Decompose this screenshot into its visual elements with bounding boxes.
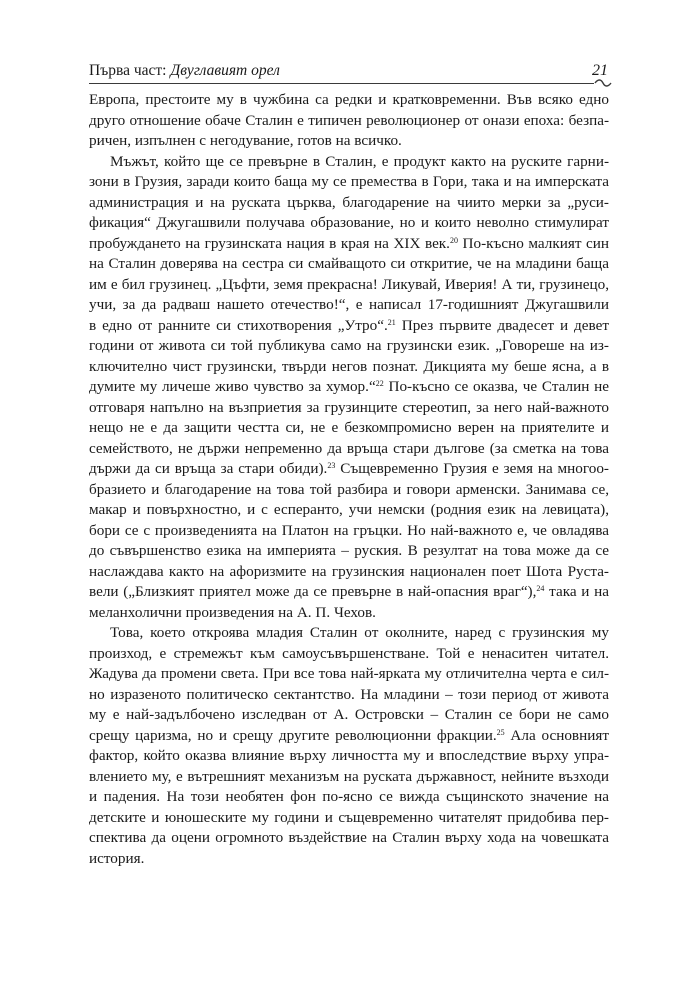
header-rule [89, 83, 594, 84]
text-line: години от живота си той публикува само на грузински език. „Говореше на из- [89, 337, 609, 354]
text-line: администрация и на руската църква, благодарение на чиито мерки за „руси- [89, 193, 609, 211]
footnote-ref: 22 [375, 379, 384, 388]
running-header [89, 62, 608, 80]
ornament-icon [594, 78, 612, 88]
text-line: до съвършенство езика на империята – руския. В резултат на това може да се [89, 542, 609, 559]
footnote-ref: 23 [327, 461, 336, 470]
paragraph [89, 623, 609, 869]
footnote-ref: 21 [387, 317, 396, 327]
footnote-ref: 24 [536, 584, 545, 593]
text-line: пробуждането на грузинската нация в края на XIX век.$^{20}$ По-късно малкият син [89, 234, 609, 252]
text-line: история. [89, 849, 145, 867]
part-label: Първа част: [89, 62, 171, 79]
text-line: Мъжът, който ще се превърне в Сталин, е продукт както на руските гарни- [110, 152, 609, 170]
text-line: отговаря напълно на възприетия за грузинците стереотип, за него най-важното [89, 398, 609, 416]
page-number: 21 [592, 62, 608, 79]
part-title: Двуглавият орел [170, 62, 280, 79]
paragraph [89, 90, 609, 152]
running-header-title [89, 62, 280, 80]
text-line: държи да си връща за стари обиди).$^{23}$ Същевременно Грузия е земя на многоо- [89, 460, 609, 477]
text-line: нещо не е да защити честта си, не е безкомпромисно верен на приятелите и [89, 419, 609, 436]
text-line: бори се с произведенията на Платон на гръцки. Но най-важното е, че овладява [89, 521, 609, 539]
text-line: вели („Близкият приятел може да се превърне в най-опасния враг“),$^{24}$ така и на [89, 583, 609, 600]
text-line: меланхолични произведения на А. П. Чехов. [89, 603, 376, 621]
page-body [89, 90, 609, 869]
text-line: му е най-задълбочено изследван от А. Островски – Сталин се бори не само [89, 706, 609, 723]
footnote-ref: 20 [449, 235, 458, 245]
text-line: наслаждава както на афоризмите на грузинския национален поет Шота Руста- [89, 562, 609, 580]
text-line: Европа, престоите му в чужбина са редки и кратковременни. Във всяко едно [89, 91, 609, 108]
text-line: спектива да оцени огромното въздействие на Сталин върху хода на човешката [89, 829, 609, 846]
text-line: влението му, е вътрешният механизъм на руската държавност, нейните възходи [89, 767, 609, 785]
text-line: срещу царизма, но и срещу другите революционни фракции.$^{25}$ Ала основният [89, 726, 609, 744]
text-line: учи, за да радваш нашето отечество!“, е написал 17-годишният Джугашвили [89, 296, 609, 313]
paragraph [89, 152, 609, 624]
text-line: на Сталин доверява на сестра си смайващото си откритие, че на младини баща [89, 255, 609, 272]
text-line: им е бил грузинец. „Цъфти, земя прекрасна! Ликувай, Иверия! А ти, грузинецо, [89, 275, 609, 293]
text-line: думите му личеше живо чувство за хумор.“$^{22}$ По-късно се оказва, че Сталин не [89, 378, 609, 395]
text-line: ключително чист грузински, твърди негов познат. Дикцията му беше ясна, а в [89, 357, 609, 375]
text-line: зони в Грузия, заради които баща му се премества в Гори, така и на имперската [89, 173, 609, 190]
text-line: семейството, не държи непременно да връща стари дългове (за сметка на това [89, 439, 609, 457]
text-line: в едно от ранните си стихотворения „Утро“.$^{21}$ През първите двадесет и девет [89, 316, 609, 334]
text-line: но изразеното политическо сектантство. На младини – този период от живота [89, 685, 609, 703]
text-line: фактор, който оказва влияние върху личността му и впоследствие върху упра- [89, 747, 609, 764]
text-line: бразието и благодарение на това той разбира и говори арменски. Занимава се, [89, 480, 609, 498]
text-line: друго отношение обаче Сталин е типичен революционер от онази епоха: безпа- [89, 111, 609, 129]
text-line: детските и юношеските му години и същевременно читателят придобива пер- [89, 808, 609, 826]
text-line: и падения. На този необятен фон по-ясно се вижда същинското значение на [89, 788, 609, 805]
text-line: ричен, изпълнен с негодувание, готов на всичко. [89, 132, 402, 149]
text-line: произход, е стремежът към самоусъвършенстване. Той е ненаситен читател. [89, 644, 609, 662]
text-line: фикация“ Джугашвили получава образование, но и които неволно стимулират [89, 214, 609, 231]
footnote-ref: 25 [496, 727, 505, 737]
text-line: Жадува да промени света. При все това най-ярката му отличителна черта е сил- [89, 665, 609, 682]
text-line: Това, което откроява младия Сталин от околните, наред с грузинския му [110, 624, 609, 641]
text-line: макар и повърхностно, и с есперанто, учи немски (родния език на левицата), [89, 501, 609, 518]
